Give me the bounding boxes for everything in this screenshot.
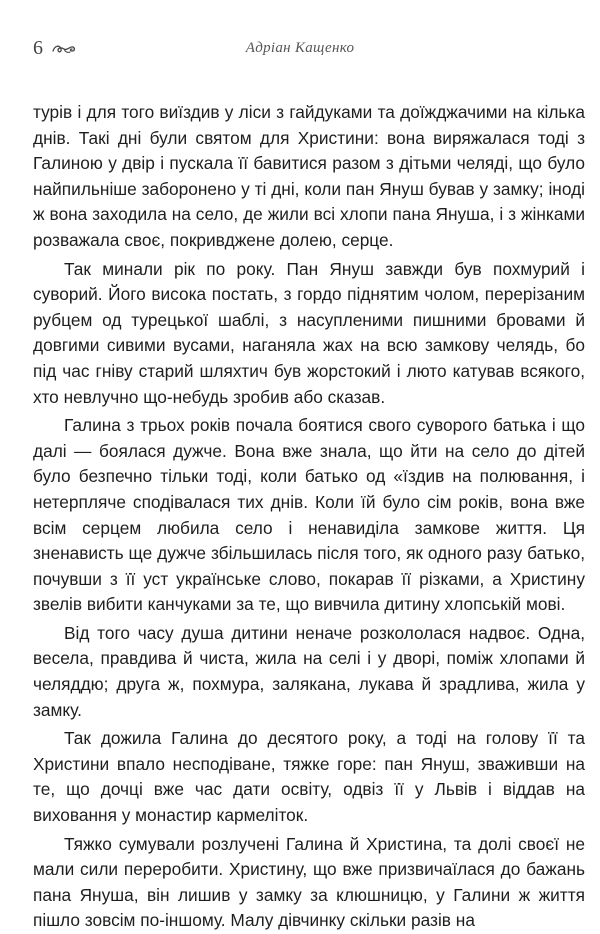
paragraph: турів і для того виїздив у ліси з гайдуками та доїжджачими на кілька днів. Такі дні були святом для Христини: вона виряжалася тоді з Галиною у двір і пускала її бавитися разом з дітьми челяді, що було найпильніше заборонено у ті дні, коли пан Януш бував у замку; іноді ж вона заходила на село, де жили всі хлопи пана Януша, і з жінками розважала своє, покривджене долею, серце. xyxy=(33,102,585,250)
page-number: 6 xyxy=(33,37,43,59)
paragraph: Тяжко сумували розлучені Галина й Христина, та долі своєї не мали сили переробити. Христину, що вже призвичаїлася до бажань пана Януша, він лишив у замку за клюшницю, у Галини ж життя пішло зовсім по-іншому. Малу дівчинку скільки разів на xyxy=(33,833,585,931)
paragraph: Від того часу душа дитини неначе розкололася надвоє. Одна, весела, правдива й чиста, жила на селі і у дворі, поміж хлопами й челяддю; друга ж, похмура, залякана, лукава й зрадлива, жила у замку. xyxy=(33,622,585,720)
paragraph: Так минали рік по року. Пан Януш завжди був похмурий і суворий. Його висока постать, з гордо піднятим чолом, перерізаним рубцем од турецької шаблі, з насупленими пишними бровами й довгими сивими вусами, наганяла жах на всю замкову челядь, бо під час гніву старий шляхтич був жорстокий і люто катував всякого, хто невлучно що-небудь зробив або сказав. xyxy=(33,258,585,407)
paragraph: Галина з трьох років почала боятися свого суворого батька і що далі — боялася дужче. Вона вже знала, що йти на село до дітей було безпечно тільки тоді, коли батько од «їздив на полювання, і нетерпляче сподівалася тих днів. Коли їй було сім років, вона вже всім серцем любила село і ненавиділа замкове життя. Ця зненависть ще дужче збільшилась після того, як одного разу батько, почувши з її уст українське слово, покарав її різками, а Христину звелів вибити канчуками за те, що вивчила дитину хлопській мові. xyxy=(33,415,585,615)
running-title: Адріан Кащенко xyxy=(245,40,355,56)
paragraph: Так дожила Галина до десятого року, а тоді на голову її та Христини впало несподіване, тяжке горе: пан Януш, зваживши на те, що дочці вже час дати освіту, одвіз її у Львів і віддав на виховання у монастир кармеліток. xyxy=(33,728,585,826)
body-text xyxy=(33,100,585,934)
running-head xyxy=(0,37,600,59)
